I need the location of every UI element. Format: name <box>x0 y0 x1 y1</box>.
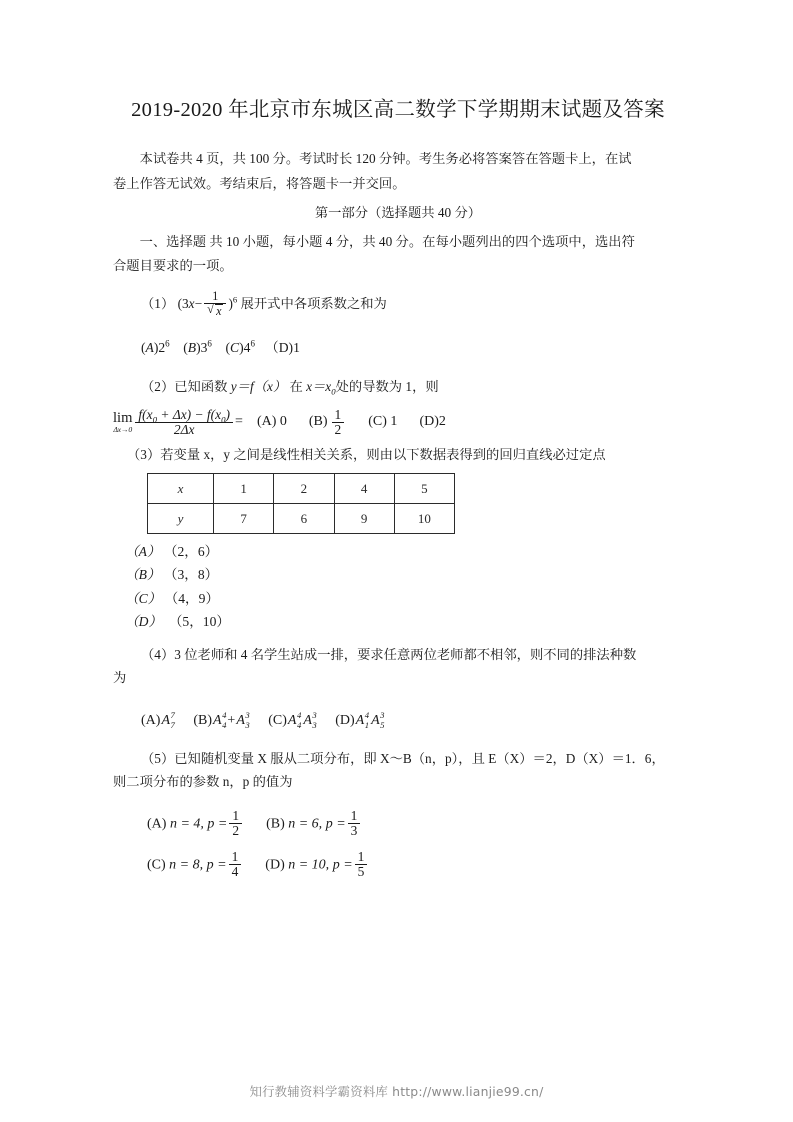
question-3-stem-text: 若变量 x，y 之间是线性相关关系，则由以下数据表得到的回归直线必过定点 <box>160 447 606 463</box>
question-5-options-row-2 <box>147 850 683 879</box>
q3-option-c-label: （C） <box>125 590 162 606</box>
table-cell-x-1: 1 <box>214 474 274 504</box>
question-5-stem-cont <box>113 770 683 793</box>
sqrt-icon <box>207 304 223 318</box>
q1-variable: x <box>188 296 195 312</box>
q2-stem-b: 在 <box>289 378 303 394</box>
section-line-1: 一、选择题 共 10 小题，每小题 4 分，共 40 分。在每小题列出的四个选项中，选出符 <box>139 233 635 249</box>
q5-option-b[interactable]: (B) n = 6, p = $\frac{1}{3}$ <box>266 809 362 838</box>
question-2-number: （2） <box>141 378 175 394</box>
limit-label: lim <box>113 409 133 426</box>
section-instructions-cont <box>113 255 683 278</box>
question-1 <box>113 290 683 359</box>
q2-function: y＝f（x） <box>230 378 287 394</box>
footer-watermark: 知行教辅资料学霸资料库 http://www.lianjie99.cn/ <box>249 1084 544 1099</box>
question-5 <box>113 747 683 880</box>
q2-stem-c: 处的导数为 1，则 <box>335 378 439 394</box>
q2-difference-quotient <box>135 408 233 437</box>
q2-option-d[interactable]: (D)2 <box>419 414 446 430</box>
question-2-equation <box>113 408 683 437</box>
table-cell-y-1: 7 <box>214 504 274 534</box>
q1-minus: − <box>194 296 203 312</box>
table-cell-y-3: 9 <box>334 504 394 534</box>
q1-option-d[interactable]: （D)1 <box>265 339 300 355</box>
table-cell-x-2: 2 <box>274 474 334 504</box>
question-2 <box>113 375 683 437</box>
q3-option-a-label: （A） <box>125 544 161 560</box>
table-row-header-x: x <box>148 474 214 504</box>
question-5-stem <box>141 747 683 770</box>
q1-exponent: 6 <box>232 294 238 305</box>
question-1-number: （1） <box>141 296 175 312</box>
instructions-line-2: 卷上作答无试效。考结束后，将答题卡一并交回。 <box>113 175 406 191</box>
permutation-symbol: A 4 1 <box>355 710 370 731</box>
question-5-number: （5） <box>141 750 175 766</box>
q5-fraction-b: $\frac{1}{3}$ <box>348 809 361 838</box>
table-cell-y-4: 10 <box>394 504 454 534</box>
q1-open-paren: (3 <box>177 296 189 312</box>
q3-option-c[interactable] <box>125 587 683 610</box>
q2-stem-a: 已知函数 <box>174 378 228 394</box>
limit-subscript: Δx→0 <box>113 425 133 435</box>
q4-option-a[interactable]: (A)A 7 7 <box>141 713 176 728</box>
question-3-stem <box>127 443 683 466</box>
q4-option-c[interactable]: (C)A 4 4 A 3 3 <box>268 713 317 728</box>
permutation-symbol: A 4 4 <box>213 710 227 731</box>
question-1-stem <box>141 290 683 317</box>
permutation-symbol: A 3 5 <box>371 710 385 731</box>
q2-denominator: 2Δx <box>135 422 233 437</box>
question-4-number: （4） <box>141 646 175 662</box>
q3-option-a-value: （2，6） <box>163 544 219 560</box>
q3-option-b-value: （3，8） <box>163 567 219 583</box>
q3-option-c-value: （4，9） <box>164 590 220 606</box>
q3-option-a[interactable] <box>125 540 683 563</box>
part-heading: 第一部分（选择题共 40 分） <box>314 204 482 220</box>
question-5-options-row-1 <box>147 809 683 838</box>
document-content <box>113 92 683 885</box>
q1-fraction-numerator: 1 <box>212 289 219 304</box>
q2-option-b-fraction: $\frac{1}{2}$ <box>332 408 345 437</box>
question-4-options <box>141 709 683 733</box>
section-line-2: 合题目要求的一项。 <box>113 258 233 274</box>
permutation-symbol: A 3 3 <box>303 710 317 731</box>
q2-option-a[interactable]: (A) 0 <box>256 414 287 430</box>
question-3-number: （3） <box>127 447 161 463</box>
permutation-symbol: A 4 4 <box>287 710 302 731</box>
question-1-options <box>141 336 683 359</box>
question-4-stem-line-1: 3 位老师和 4 名学生站成一排，要求任意两位老师都不相邻，则不同的排法种数 <box>174 646 637 662</box>
table-cell-y-2: 6 <box>274 504 334 534</box>
regression-data-table <box>147 473 455 534</box>
question-1-stem-text: 展开式中各项系数之和为 <box>240 296 387 312</box>
instructions-paragraph-cont <box>113 173 683 196</box>
q1-option-c[interactable]: $(C)4^6$ <box>225 338 255 355</box>
q2-equals: = <box>235 414 243 430</box>
q5-option-d[interactable]: (D) n = 10, p = $\frac{1}{5}$ <box>265 850 369 879</box>
question-5-stem-line-2: 则二项分布的参数 n，p 的值为 <box>113 773 293 789</box>
q1-fraction-denominator <box>204 303 226 318</box>
q4-option-b[interactable]: (B)A 4 4 +A 3 3 <box>193 713 250 728</box>
table-cell-x-3: 4 <box>334 474 394 504</box>
question-4-stem-cont <box>113 666 683 689</box>
question-4 <box>113 643 683 733</box>
q3-option-d-label: （D） <box>125 613 163 629</box>
permutation-symbol: A 7 7 <box>161 710 175 731</box>
q5-option-c[interactable]: (C) n = 8, p = $\frac{1}{4}$ <box>147 850 243 879</box>
q2-option-b-label[interactable]: (B) <box>308 414 328 430</box>
table-cell-x-4: 5 <box>394 474 454 504</box>
permutation-symbol: A 3 3 <box>236 710 250 731</box>
q1-radicand: x <box>216 304 222 319</box>
q3-option-d[interactable] <box>125 610 683 633</box>
instructions-line-1: 本试卷共 4 页，共 100 分。考试时长 120 分钟。考生务必将答案答在答题卡上，在试 <box>139 151 632 166</box>
q5-fraction-a: $\frac{1}{2}$ <box>229 809 242 838</box>
q1-close-paren: ) <box>228 296 233 312</box>
table-row <box>148 504 455 534</box>
section-instructions <box>113 231 683 254</box>
question-2-stem <box>141 375 683 398</box>
q3-option-d-value: （5，10） <box>168 613 230 629</box>
instructions-paragraph <box>113 148 683 171</box>
question-1-expression <box>177 289 241 319</box>
q2-option-c[interactable]: (C) 1 <box>368 414 398 430</box>
question-5-stem-line-1: 已知随机变量 X 服从二项分布，即 X～B（n，p），且 E（X）＝2，D（X）＝1．6， <box>174 750 665 766</box>
page-title: 2019-2020 年北京市东城区高二数学下学期期末试题及答案 <box>131 99 665 121</box>
q1-option-a[interactable]: $(A)2^6$ <box>141 338 170 355</box>
q1-option-b[interactable]: $(B)3^6$ <box>183 338 212 355</box>
table-row-header-y: y <box>148 504 214 534</box>
q3-option-b-label: （B） <box>125 567 161 583</box>
q5-option-a[interactable]: (A) n = 4, p = $\frac{1}{2}$ <box>147 809 244 838</box>
q2-x0: $x=x_0$ <box>306 378 336 397</box>
question-4-stem-line-2: 为 <box>113 669 127 685</box>
table-row <box>148 474 455 504</box>
q1-fraction <box>204 290 226 317</box>
q5-fraction-c: $\frac{1}{4}$ <box>229 850 242 879</box>
q3-option-b[interactable] <box>125 563 683 586</box>
q5-fraction-d: $\frac{1}{5}$ <box>355 850 368 879</box>
q4-option-d[interactable]: (D)A 4 1 A 3 5 <box>335 713 385 728</box>
q2-numerator: $f(x_0 + \Delta x) - f(x_0)$ <box>138 406 231 425</box>
limit-operator <box>113 411 132 434</box>
question-3 <box>113 443 683 633</box>
question-4-stem <box>141 643 683 666</box>
